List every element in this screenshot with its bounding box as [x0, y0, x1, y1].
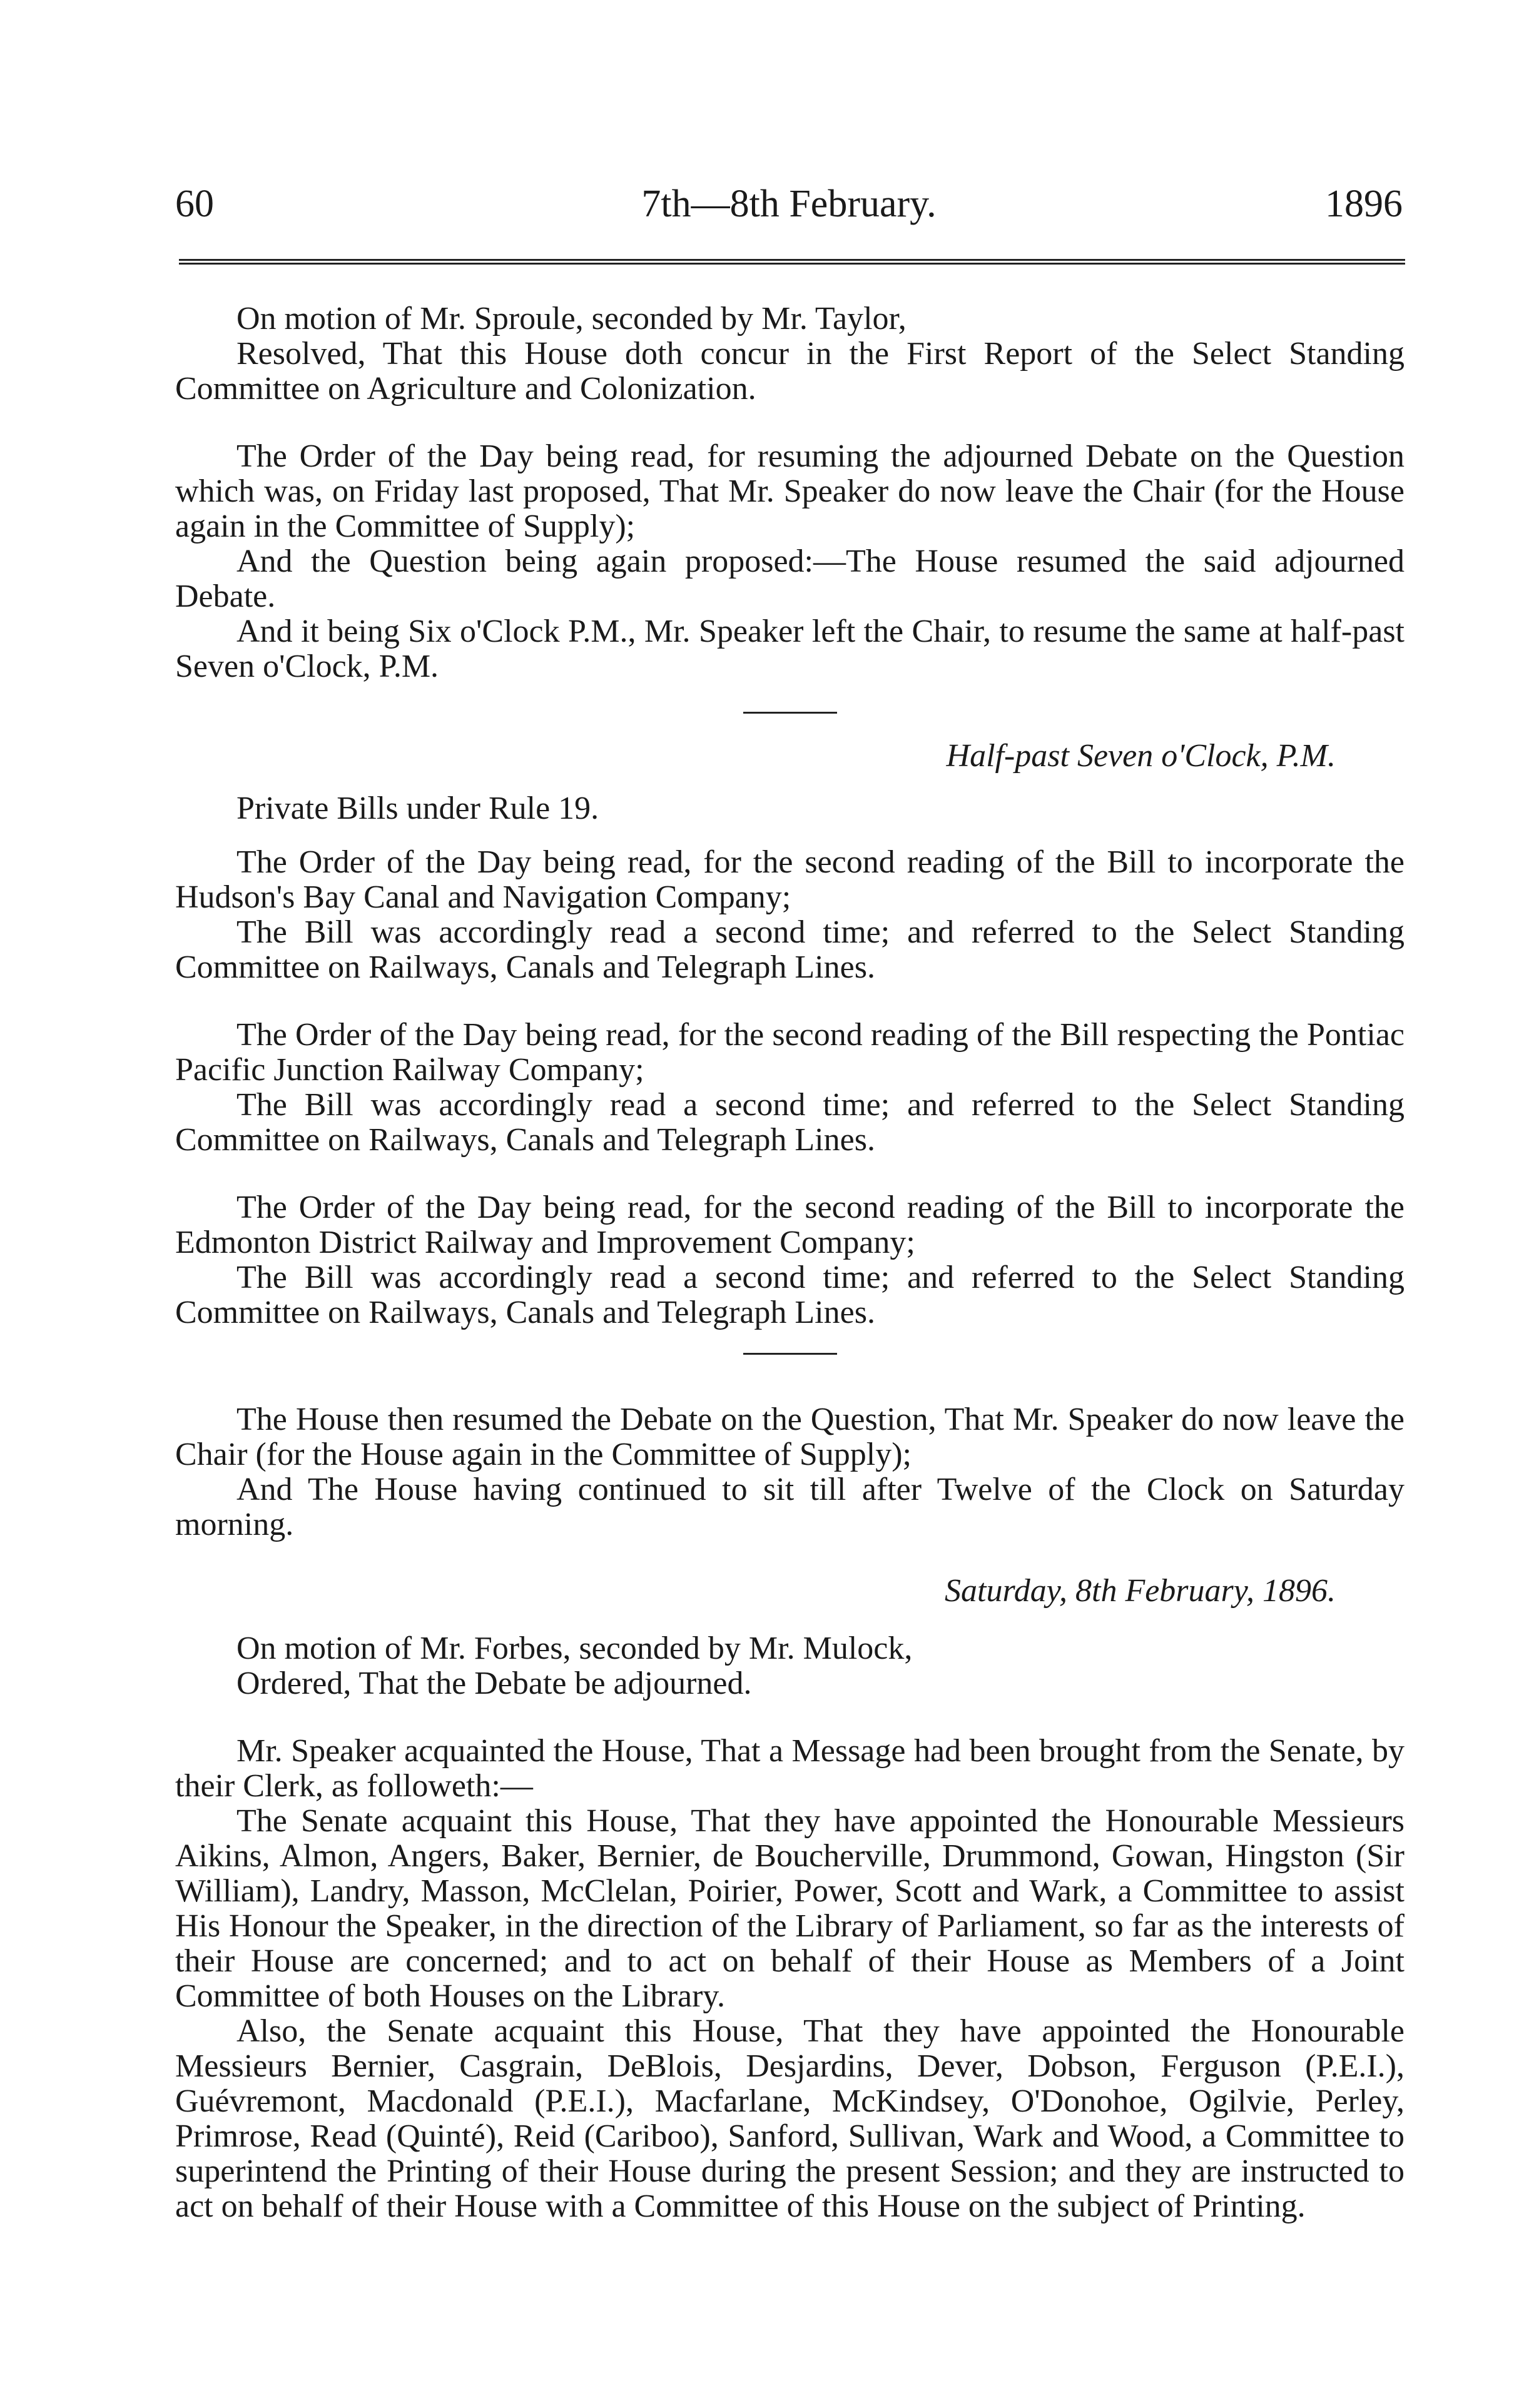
page-title: 7th—8th February.	[641, 183, 937, 225]
page-header	[175, 179, 1403, 229]
question-proposed: And the Question being again proposed:—The House resumed the said adjourned Debate.	[175, 544, 1404, 614]
sproule-motion: On motion of Mr. Sproule, seconded by Mr. Taylor,	[236, 301, 907, 336]
edmonton-bill-order: The Order of the Day being read, for the second reading of the Bill to incorporate the Edmonton District Railway and Improvement Company;	[175, 1190, 1404, 1260]
header-double-rule	[179, 259, 1405, 265]
debate-adjourned: Ordered, That the Debate be adjourned.	[236, 1666, 752, 1701]
page-body	[175, 301, 1404, 2224]
pontiac-bill-order: The Order of the Day being read, for the second reading of the Bill respecting the Pontiac Pacific Junction Railway Company;	[175, 1017, 1404, 1088]
hudsons-bay-bill-referred: The Bill was accordingly read a second time; and referred to the Select Standing Committee on Railways, Canals and Telegraph Lines.	[175, 914, 1404, 985]
senate-message-intro: Mr. Speaker acquainted the House, That a Message had been brought from the Senate, by their Clerk, as followeth:—	[175, 1733, 1404, 1804]
half-past-seven-heading: Half-past Seven o'Clock, P.M.	[946, 738, 1336, 774]
saturday-heading: Saturday, 8th February, 1896.	[945, 1573, 1336, 1609]
edmonton-bill-referred: The Bill was accordingly read a second time; and referred to the Select Standing Committee on Railways, Canals and Telegraph Lines.	[175, 1260, 1404, 1330]
page-number: 60	[175, 183, 214, 225]
sat-till-twelve: And The House having continued to sit till after Twelve of the Clock on Saturday morning.	[175, 1472, 1404, 1542]
senate-library-committee: The Senate acquaint this House, That they have appointed the Honourable Messieurs Aikins, Almon, Angers, Baker, Bernier, de Boucherville, Drummond, Gowan, Hingston (Sir William), Landry, Masson, McClelan, Poirier, Power, Scott and Wark, a Committee to assist His Honour the Speaker, in the direction of the Library of Parliament, so far as the interests of their House are concerned; and to act on behalf of their House as Members of a Joint Committee of both Houses on the Library.	[175, 1803, 1404, 2014]
order-of-day-supply: The Order of the Day being read, for resuming the adjourned Debate on the Question which was, on Friday last proposed, That Mr. Speaker do now leave the Chair (for the House again in the Committee of Supply);	[175, 438, 1404, 544]
forbes-motion: On motion of Mr. Forbes, seconded by Mr. Mulock,	[236, 1631, 913, 1666]
senate-printing-committee: Also, the Senate acquaint this House, That they have appointed the Honourable Messieurs Bernier, Casgrain, DeBlois, Desjardins, Dever, Dobson, Ferguson (P.E.I.), Guévremont, Macdonald (P.E.I.), Macfarlane, McKindsey, O'Donohoe, Ogilvie, Perley, Primrose, Read (Quinté), Reid (Cariboo), Sanford, Sullivan, Wark and Wood, a Committee to superintend the Printing of their House during the present Session; and they are instructed to act on behalf of their House with a Committee of this House on the subject of Printing.	[175, 2013, 1404, 2224]
private-bills-heading: Private Bills under Rule 19.	[236, 791, 599, 826]
header-year: 1896	[1325, 183, 1403, 225]
sproule-resolution: Resolved, That this House doth concur in the First Report of the Select Standing Committee on Agriculture and Colonization.	[175, 336, 1404, 407]
six-oclock-recess: And it being Six o'Clock P.M., Mr. Speaker left the Chair, to resume the same at half-past Seven o'Clock, P.M.	[175, 614, 1404, 684]
house-resumed-debate: The House then resumed the Debate on the Question, That Mr. Speaker do now leave the Chair (for the House again in the Committee of Supply);	[175, 1402, 1404, 1472]
pontiac-bill-referred: The Bill was accordingly read a second time; and referred to the Select Standing Committee on Railways, Canals and Telegraph Lines.	[175, 1087, 1404, 1158]
hudsons-bay-bill-order: The Order of the Day being read, for the second reading of the Bill to incorporate the Hudson's Bay Canal and Navigation Company;	[175, 844, 1404, 915]
